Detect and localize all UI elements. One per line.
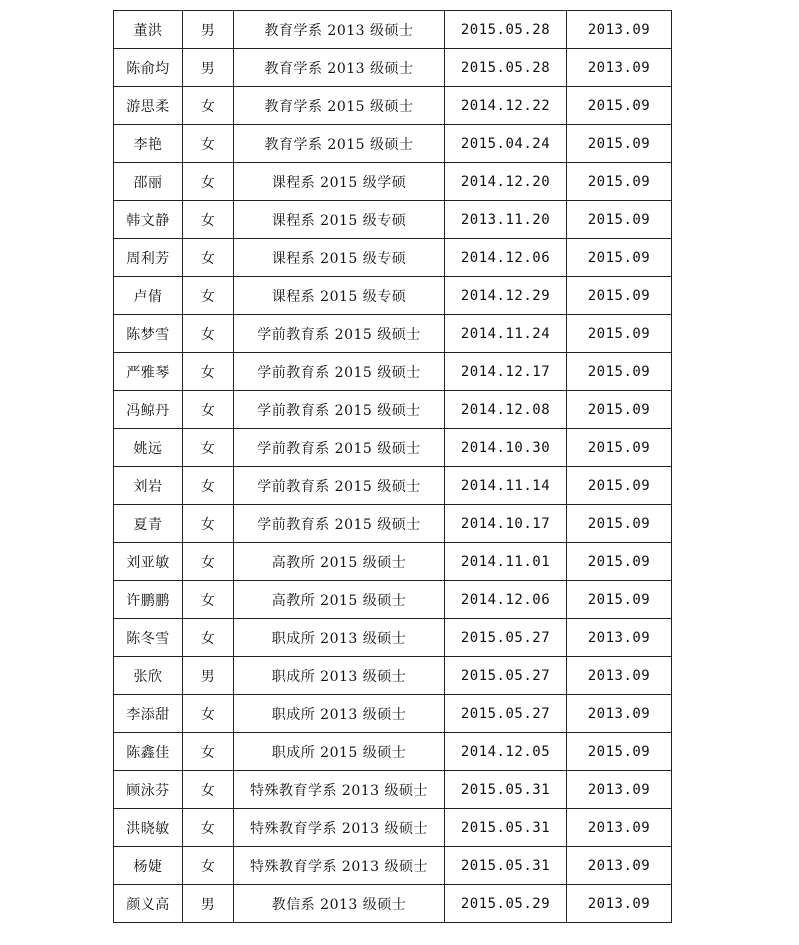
department-cell: 学前教育系 2015 级硕士 (234, 391, 445, 429)
date-cell: 2014.12.29 (445, 277, 567, 315)
name-cell: 陈冬雪 (114, 619, 183, 657)
department-cell: 特殊教育学系 2013 级硕士 (234, 847, 445, 885)
enrollment-cell: 2013.09 (567, 657, 672, 695)
department-cell: 课程系 2015 级学硕 (234, 163, 445, 201)
name-cell: 张欣 (114, 657, 183, 695)
gender-cell: 女 (183, 315, 234, 353)
name-cell: 李艳 (114, 125, 183, 163)
enrollment-cell: 2013.09 (567, 847, 672, 885)
gender-cell: 女 (183, 125, 234, 163)
table-row (114, 619, 672, 657)
gender-cell: 女 (183, 505, 234, 543)
name-cell: 邵丽 (114, 163, 183, 201)
enrollment-cell: 2013.09 (567, 619, 672, 657)
gender-cell: 女 (183, 809, 234, 847)
enrollment-cell: 2015.09 (567, 467, 672, 505)
name-cell: 陈梦雪 (114, 315, 183, 353)
gender-cell: 女 (183, 695, 234, 733)
enrollment-cell: 2013.09 (567, 11, 672, 49)
table-row (114, 49, 672, 87)
table-row (114, 695, 672, 733)
name-cell: 姚远 (114, 429, 183, 467)
name-cell: 刘亚敏 (114, 543, 183, 581)
date-cell: 2015.05.27 (445, 619, 567, 657)
name-cell: 洪晓敏 (114, 809, 183, 847)
gender-cell: 男 (183, 657, 234, 695)
date-cell: 2015.04.24 (445, 125, 567, 163)
table-row (114, 505, 672, 543)
date-cell: 2014.11.14 (445, 467, 567, 505)
member-table (113, 10, 672, 923)
department-cell: 学前教育系 2015 级硕士 (234, 353, 445, 391)
name-cell: 韩文静 (114, 201, 183, 239)
table-row (114, 353, 672, 391)
name-cell: 陈鑫佳 (114, 733, 183, 771)
department-cell: 课程系 2015 级专硕 (234, 201, 445, 239)
name-cell: 颜义高 (114, 885, 183, 923)
enrollment-cell: 2015.09 (567, 543, 672, 581)
name-cell: 顾泳芬 (114, 771, 183, 809)
department-cell: 特殊教育学系 2013 级硕士 (234, 771, 445, 809)
enrollment-cell: 2013.09 (567, 695, 672, 733)
date-cell: 2015.05.31 (445, 809, 567, 847)
table-row (114, 125, 672, 163)
name-cell: 严雅琴 (114, 353, 183, 391)
table-row (114, 885, 672, 923)
department-cell: 学前教育系 2015 级硕士 (234, 505, 445, 543)
gender-cell: 男 (183, 11, 234, 49)
department-cell: 教育学系 2015 级硕士 (234, 125, 445, 163)
date-cell: 2013.11.20 (445, 201, 567, 239)
enrollment-cell: 2013.09 (567, 49, 672, 87)
date-cell: 2014.12.20 (445, 163, 567, 201)
table-row (114, 733, 672, 771)
table-row (114, 239, 672, 277)
gender-cell: 女 (183, 543, 234, 581)
date-cell: 2015.05.31 (445, 771, 567, 809)
date-cell: 2014.12.22 (445, 87, 567, 125)
department-cell: 课程系 2015 级专硕 (234, 239, 445, 277)
department-cell: 教育学系 2013 级硕士 (234, 11, 445, 49)
gender-cell: 女 (183, 163, 234, 201)
table-row (114, 315, 672, 353)
gender-cell: 女 (183, 391, 234, 429)
department-cell: 职成所 2013 级硕士 (234, 657, 445, 695)
date-cell: 2014.11.24 (445, 315, 567, 353)
table-row (114, 771, 672, 809)
enrollment-cell: 2015.09 (567, 277, 672, 315)
table-row (114, 391, 672, 429)
department-cell: 教信系 2013 级硕士 (234, 885, 445, 923)
gender-cell: 男 (183, 49, 234, 87)
enrollment-cell: 2015.09 (567, 353, 672, 391)
table-row (114, 11, 672, 49)
gender-cell: 女 (183, 239, 234, 277)
enrollment-cell: 2015.09 (567, 201, 672, 239)
enrollment-cell: 2015.09 (567, 315, 672, 353)
gender-cell: 女 (183, 771, 234, 809)
name-cell: 冯鲸丹 (114, 391, 183, 429)
enrollment-cell: 2013.09 (567, 771, 672, 809)
enrollment-cell: 2015.09 (567, 581, 672, 619)
date-cell: 2015.05.27 (445, 695, 567, 733)
name-cell: 董洪 (114, 11, 183, 49)
name-cell: 杨婕 (114, 847, 183, 885)
member-table-body (114, 11, 672, 923)
date-cell: 2015.05.28 (445, 49, 567, 87)
table-row (114, 543, 672, 581)
department-cell: 教育学系 2013 级硕士 (234, 49, 445, 87)
gender-cell: 女 (183, 277, 234, 315)
table-row (114, 163, 672, 201)
name-cell: 许鹏鹏 (114, 581, 183, 619)
name-cell: 卢倩 (114, 277, 183, 315)
department-cell: 职成所 2015 级硕士 (234, 733, 445, 771)
gender-cell: 女 (183, 467, 234, 505)
department-cell: 特殊教育学系 2013 级硕士 (234, 809, 445, 847)
table-row (114, 467, 672, 505)
gender-cell: 女 (183, 87, 234, 125)
table-row (114, 87, 672, 125)
department-cell: 职成所 2013 级硕士 (234, 619, 445, 657)
table-row (114, 277, 672, 315)
enrollment-cell: 2015.09 (567, 505, 672, 543)
date-cell: 2015.05.29 (445, 885, 567, 923)
enrollment-cell: 2015.09 (567, 733, 672, 771)
date-cell: 2014.12.08 (445, 391, 567, 429)
department-cell: 高教所 2015 级硕士 (234, 581, 445, 619)
department-cell: 高教所 2015 级硕士 (234, 543, 445, 581)
gender-cell: 男 (183, 885, 234, 923)
table-row (114, 201, 672, 239)
name-cell: 刘岩 (114, 467, 183, 505)
table-row (114, 429, 672, 467)
name-cell: 夏青 (114, 505, 183, 543)
enrollment-cell: 2015.09 (567, 239, 672, 277)
name-cell: 游思柔 (114, 87, 183, 125)
table-row (114, 847, 672, 885)
date-cell: 2014.12.06 (445, 239, 567, 277)
enrollment-cell: 2015.09 (567, 391, 672, 429)
department-cell: 学前教育系 2015 级硕士 (234, 467, 445, 505)
gender-cell: 女 (183, 619, 234, 657)
department-cell: 职成所 2013 级硕士 (234, 695, 445, 733)
table-row (114, 657, 672, 695)
enrollment-cell: 2015.09 (567, 429, 672, 467)
gender-cell: 女 (183, 581, 234, 619)
department-cell: 教育学系 2015 级硕士 (234, 87, 445, 125)
name-cell: 陈俞均 (114, 49, 183, 87)
department-cell: 学前教育系 2015 级硕士 (234, 315, 445, 353)
enrollment-cell: 2013.09 (567, 885, 672, 923)
date-cell: 2014.10.30 (445, 429, 567, 467)
gender-cell: 女 (183, 201, 234, 239)
gender-cell: 女 (183, 847, 234, 885)
date-cell: 2014.10.17 (445, 505, 567, 543)
date-cell: 2015.05.28 (445, 11, 567, 49)
department-cell: 学前教育系 2015 级硕士 (234, 429, 445, 467)
date-cell: 2015.05.27 (445, 657, 567, 695)
enrollment-cell: 2013.09 (567, 809, 672, 847)
date-cell: 2015.05.31 (445, 847, 567, 885)
date-cell: 2014.12.06 (445, 581, 567, 619)
date-cell: 2014.12.05 (445, 733, 567, 771)
enrollment-cell: 2015.09 (567, 163, 672, 201)
date-cell: 2014.12.17 (445, 353, 567, 391)
table-row (114, 809, 672, 847)
gender-cell: 女 (183, 353, 234, 391)
date-cell: 2014.11.01 (445, 543, 567, 581)
name-cell: 李添甜 (114, 695, 183, 733)
department-cell: 课程系 2015 级专硕 (234, 277, 445, 315)
enrollment-cell: 2015.09 (567, 87, 672, 125)
enrollment-cell: 2015.09 (567, 125, 672, 163)
gender-cell: 女 (183, 429, 234, 467)
gender-cell: 女 (183, 733, 234, 771)
name-cell: 周利芳 (114, 239, 183, 277)
table-row (114, 581, 672, 619)
